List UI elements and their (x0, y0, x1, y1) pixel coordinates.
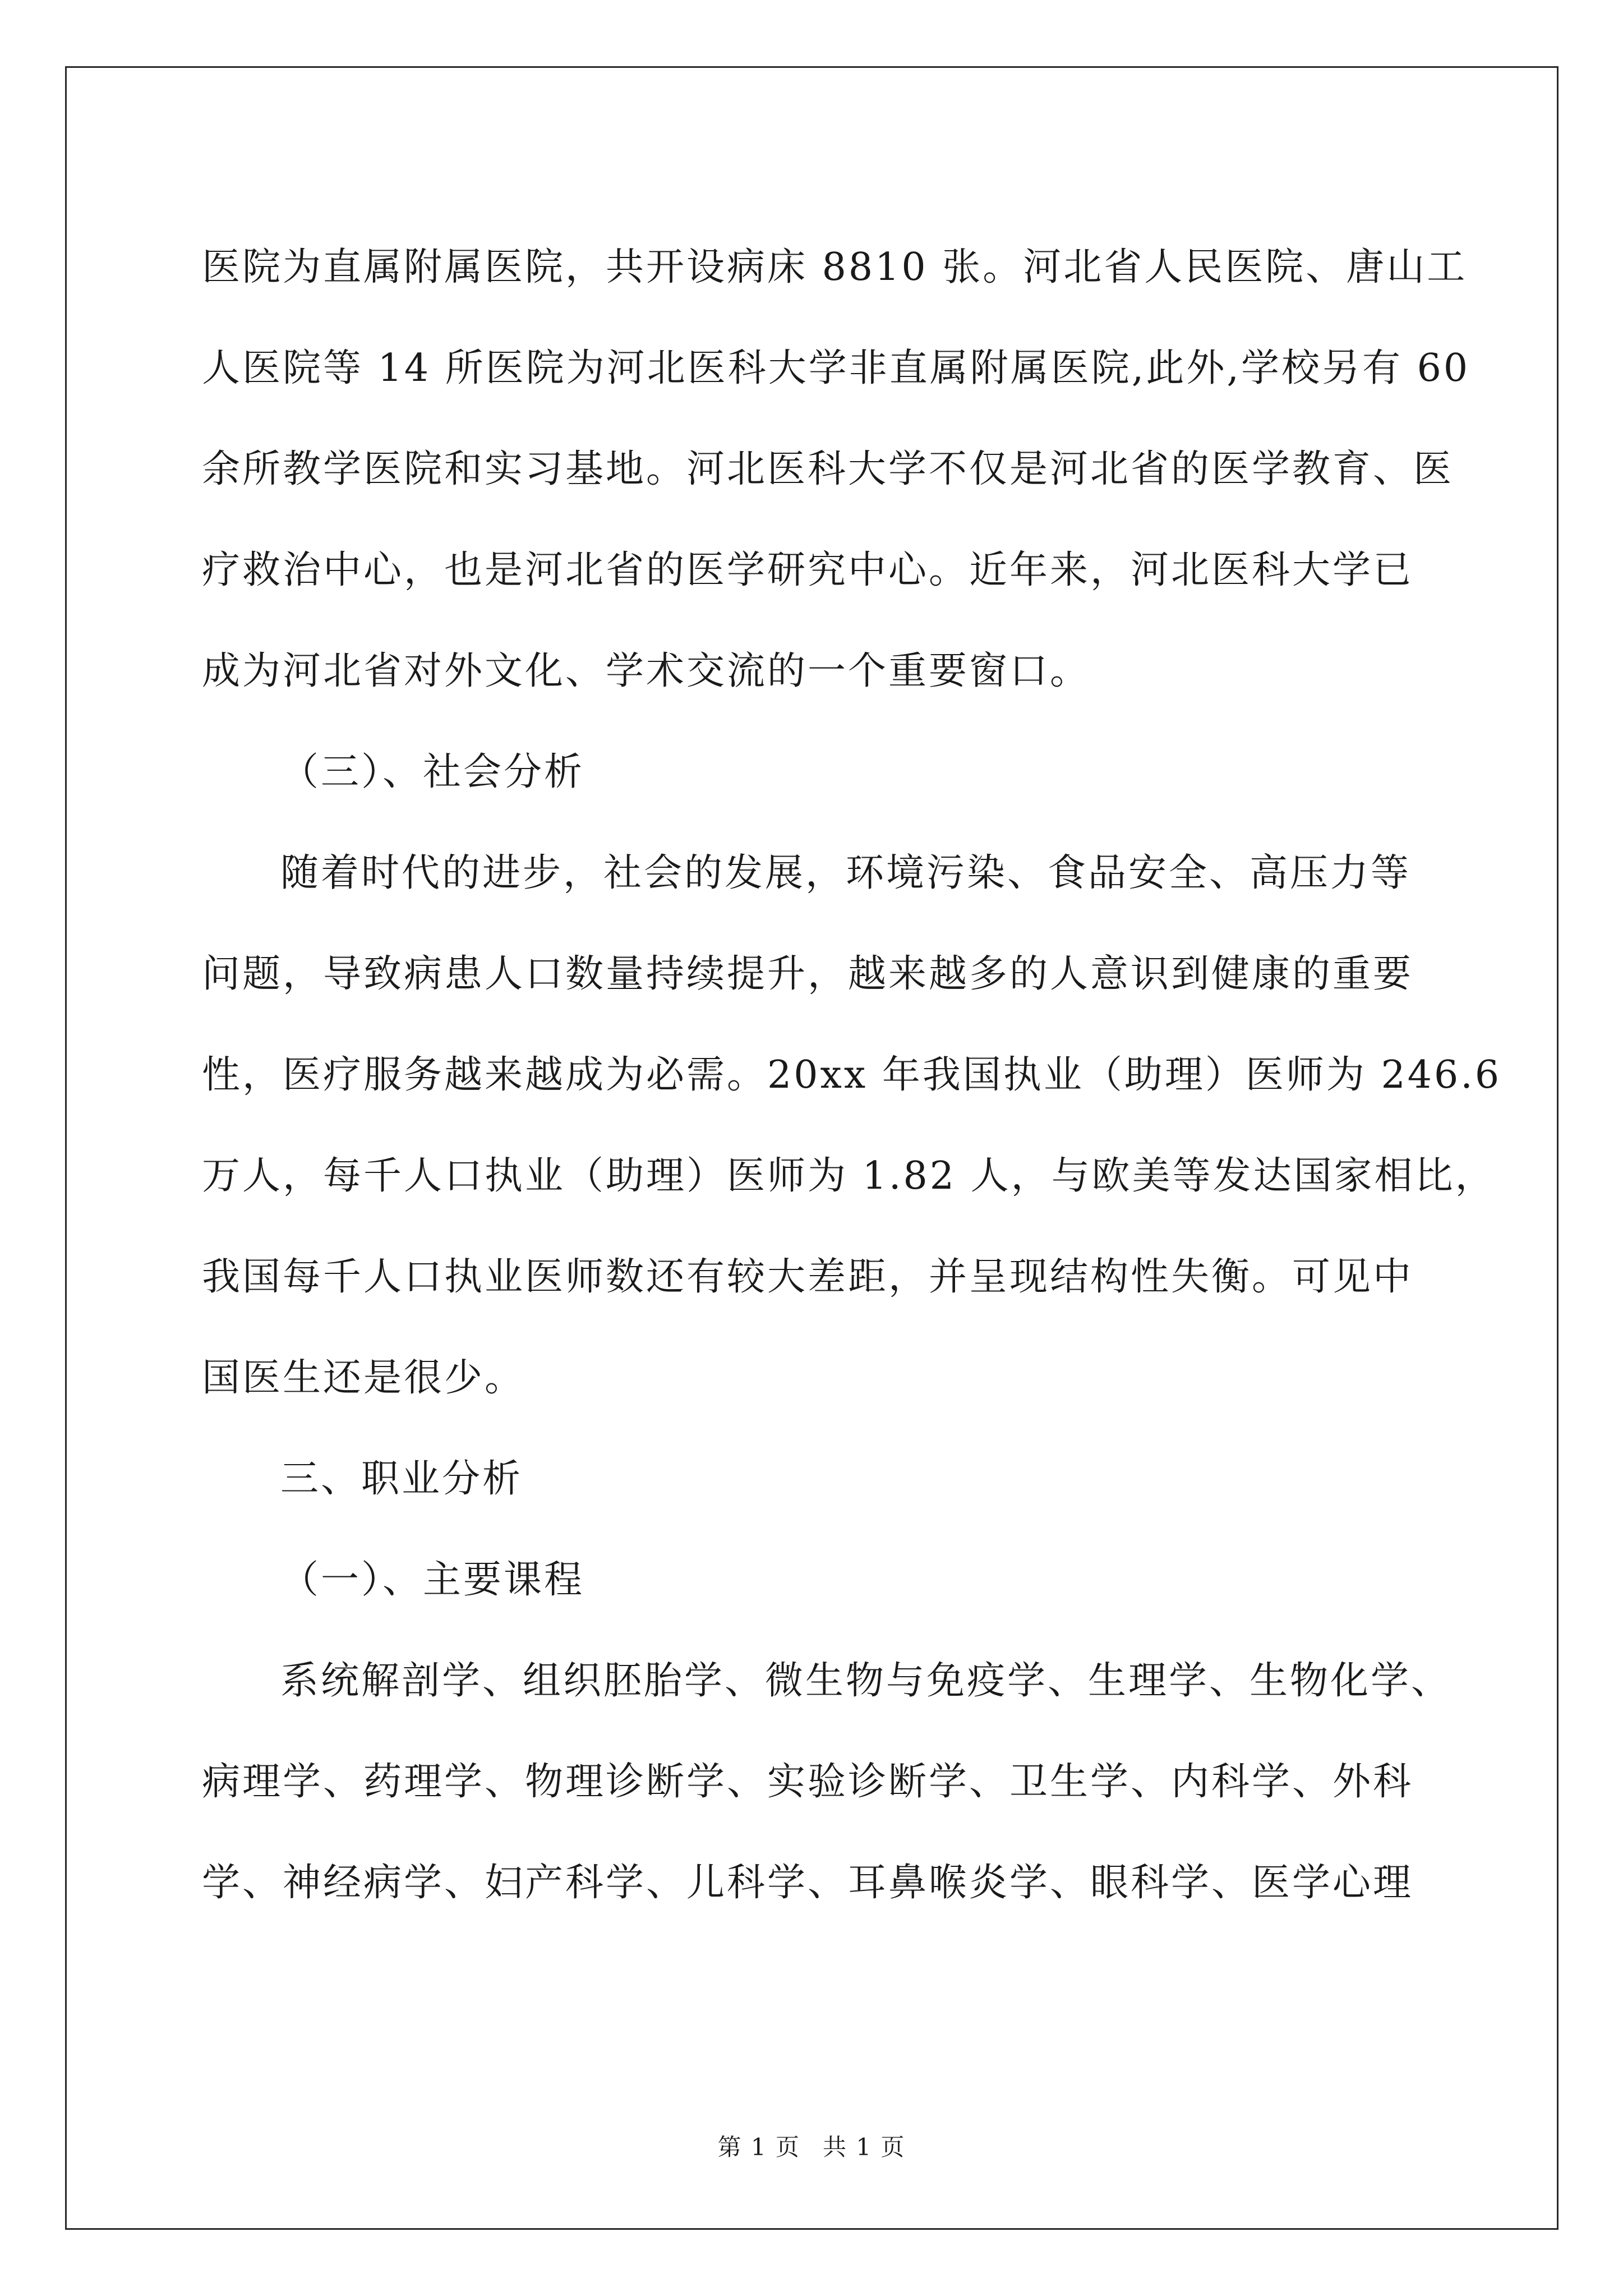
text-line: 疗救治中心，也是河北省的医学研究中心。近年来，河北医科大学已 (202, 547, 1414, 592)
page-number: 第 1 页 (717, 2133, 800, 2161)
text-line: 人医院等 14 所医院为河北医科大学非直属附属医院,此外,学校另有 60 (202, 346, 1470, 390)
paragraph-first-line: 随着时代的进步，社会的发展，环境污染、食品安全、高压力等 (280, 850, 1412, 895)
page-total: 共 1 页 (823, 2133, 906, 2161)
text-line: 国医生还是很少。 (202, 1355, 525, 1400)
section-heading: 三、职业分析 (280, 1456, 523, 1501)
text-line: 我国每千人口执业医师数还有较大差距，并呈现结构性失衡。可见中 (202, 1254, 1414, 1299)
section-subheading: （三）、社会分析 (280, 749, 585, 794)
text-line: 医院为直属附属医院，共开设病床 8810 张。河北省人民医院、唐山工 (202, 245, 1468, 289)
text-line: 学、神经病学、妇产科学、儿科学、耳鼻喉炎学、眼科学、医学心理 (202, 1860, 1414, 1905)
text-line: 病理学、药理学、物理诊断学、实验诊断学、卫生学、内科学、外科 (202, 1759, 1414, 1804)
text-line: 问题，导致病患人口数量持续提升，越来越多的人意识到健康的重要 (202, 951, 1414, 996)
page-footer (0, 2129, 1623, 2162)
text-line: 性，医疗服务越来越成为必需。20xx 年我国执业（助理）医师为 246.6 (202, 1052, 1502, 1097)
paragraph-first-line: 系统解剖学、组织胚胎学、微生物与免疫学、生理学、生物化学、 (280, 1658, 1452, 1703)
text-line: 余所教学医院和实习基地。河北医科大学不仅是河北省的医学教育、医 (202, 447, 1454, 491)
section-subheading: （一）、主要课程 (280, 1557, 585, 1602)
text-line: 万人，每千人口执业（助理）医师为 1.82 人，与欧美等发达国家相比， (202, 1153, 1496, 1198)
text-line: 成为河北省对外文化、学术交流的一个重要窗口。 (202, 648, 1091, 693)
document-body (202, 213, 1502, 1930)
